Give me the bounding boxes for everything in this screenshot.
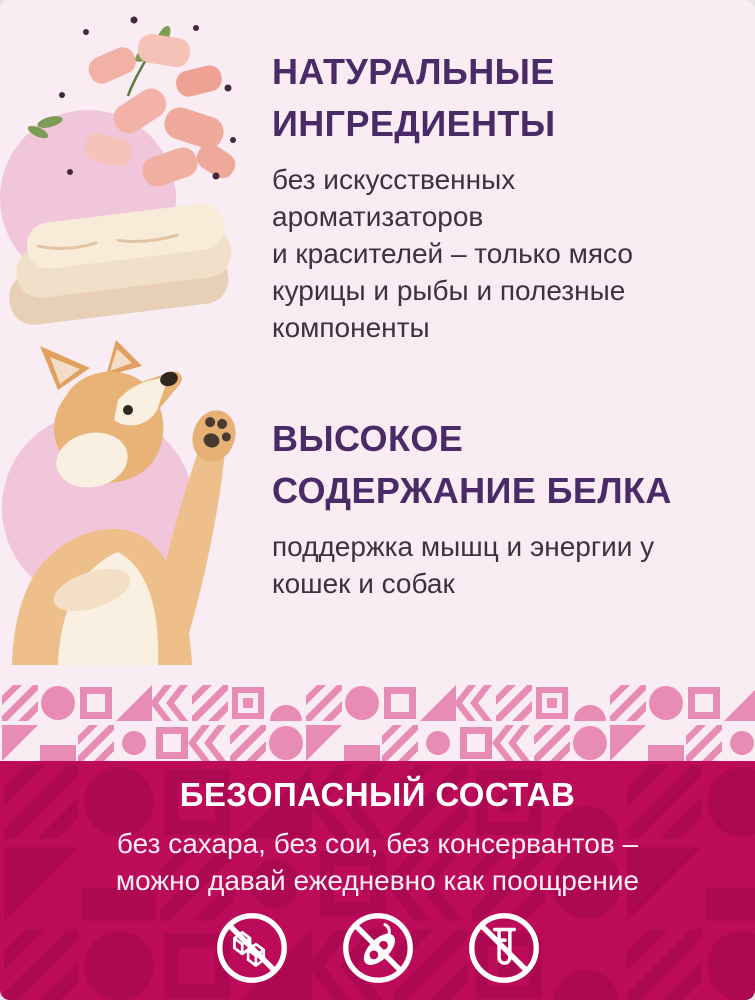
section-natural-ingredients xyxy=(272,46,742,346)
no-soy-icon xyxy=(337,907,419,989)
chicken-and-fish-photo xyxy=(0,0,260,335)
body-line: без искусственных xyxy=(272,164,516,195)
section-body xyxy=(272,161,742,346)
banner-subtext xyxy=(116,825,639,899)
body-line: поддержка мышц и энергии у xyxy=(272,531,655,562)
section-heading-line: СОДЕРЖАНИЕ БЕЛКА xyxy=(272,470,672,511)
safe-composition-banner xyxy=(0,761,755,1000)
no-sugar-icon xyxy=(211,907,293,989)
section-heading-line: ВЫСОКОЕ xyxy=(272,418,464,459)
section-heading-line: ИНГРЕДИЕНТЫ xyxy=(272,103,556,144)
section-body xyxy=(272,528,742,602)
shiba-dog-photo xyxy=(0,338,260,665)
banner-heading: БЕЗОПАСНЫЙ СОСТАВ xyxy=(179,776,576,813)
body-line: курицы и рыбы и полезные xyxy=(272,275,626,306)
body-line: компоненты xyxy=(272,312,430,343)
section-high-protein xyxy=(272,413,742,602)
body-line: и красителей – только мясо xyxy=(272,238,633,269)
geometric-pattern-band xyxy=(0,683,755,763)
banner-subtext-line: можно давай ежедневно как поощрение xyxy=(115,865,640,896)
no-preservatives-icon xyxy=(463,907,545,989)
banner-subtext-line: без сахара, без сои, без консервантов – xyxy=(116,828,639,859)
restriction-icons-row xyxy=(211,907,545,989)
section-heading-line: НАТУРАЛЬНЫЕ xyxy=(272,51,555,92)
body-line: кошек и собак xyxy=(272,568,455,599)
body-line: ароматизаторов xyxy=(272,201,484,232)
